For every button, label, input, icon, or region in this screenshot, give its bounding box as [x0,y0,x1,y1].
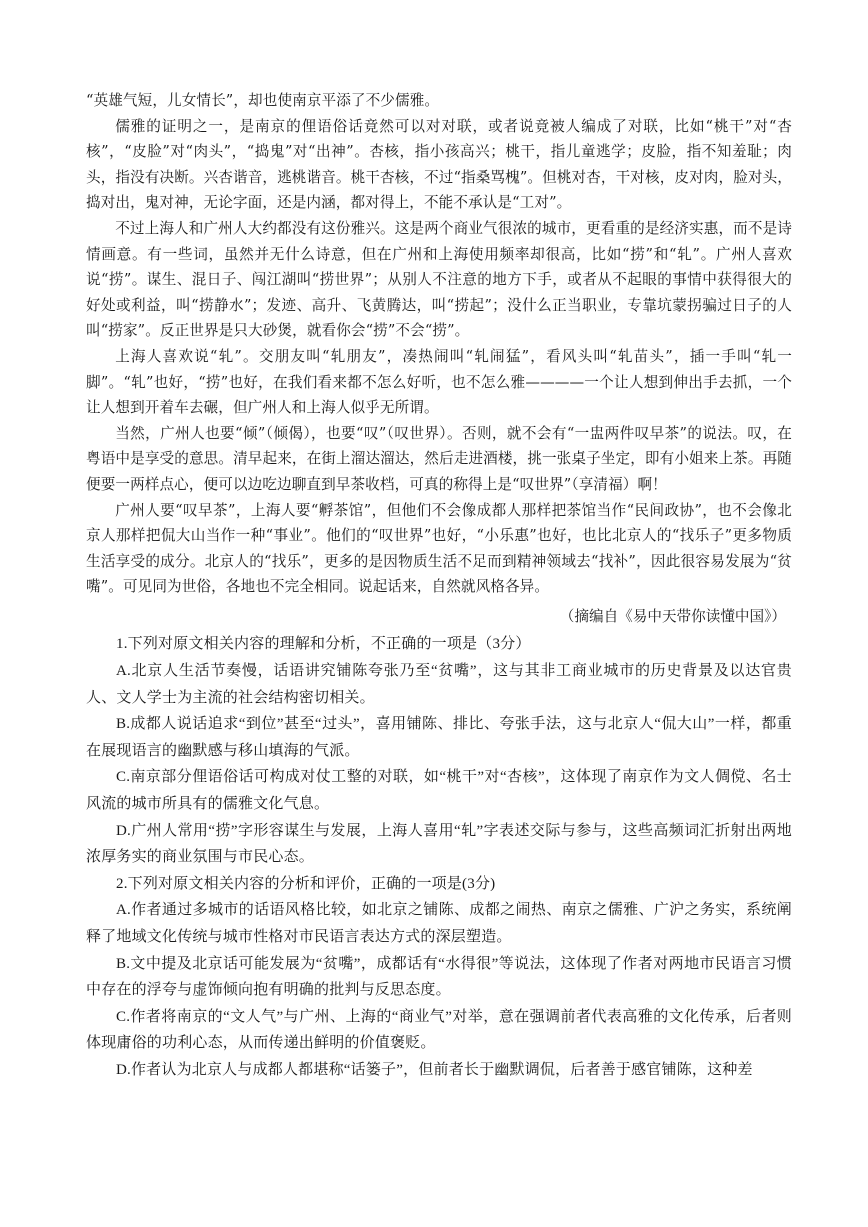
question-2-option-c: C.作者将南京的“文人气”与广州、上海的“商业气”对举，意在强调前者代表高雅的文化传承，后者则体现庸俗的功利心态，从而传递出鲜明的价值褒贬。 [86,1008,792,1052]
article-paragraph-3: 不过上海人和广州人大约都没有这份雅兴。这是两个商业气很浓的城市，更看重的是经济实惠，而不是诗情画意。有一些词，虽然并无什么诗意，但在广州和上海使用频率却很高，比如“捞”和“轧”。广州人喜欢说“捞”。谋生、混日子、闯江湖叫“捞世界”；从别人不注意的地方下手，或者从不起眼的事情中获得很大的好处或利益，叫“捞静水”；发迹、高升、飞黄腾达，叫“捞起”；没什么正当职业，专靠坑蒙拐骗过日子的人叫“捞家”。反正世界是只大砂煲，就看你会“捞”不会“捞”。 [86,219,792,340]
question-1-option-c: C.南京部分俚语俗话可构成对仗工整的对联，如“桃干”对“杏核”，这体现了南京作为文人倜傥、名士风流的城市所具有的儒雅文化气息。 [86,769,792,813]
question-1 [86,631,792,870]
question-2-option-d: D.作者认为北京人与成都人都堪称“话篓子”，但前者长于幽默调侃，后者善于感官铺陈，这种差 [116,1061,753,1078]
question-2-option-b: B.文中提及北京话可能发展为“贫嘴”，成都话有“水得很”等说法，这体现了作者对两地市民语言习惯中存在的浮夸与虚饰倾向抱有明确的批判与反思态度。 [86,955,792,999]
question-2-stem: 2.下列对原文相关内容的分析和评价，正确的一项是(3分) [116,875,496,892]
question-1-option-d: D.广州人常用“捞”字形容谋生与发展，上海人喜用“轧”字表述交际与参与，这些高频词汇折射出两地浓厚务实的商业氛围与市民心态。 [86,822,792,866]
article-paragraph-6: 广州人要“叹早茶”，上海人要“孵茶馆”，但他们不会像成都人那样把茶馆当作“民间政协”，也不会像北京人那样把侃大山当作一种“事业”。他们的“叹世界”也好，“小乐惠”也好，也比北京人的“找乐子”更多物质生活享受的成分。北京人的“找乐”，更多的是因物质生活不足而到精神领域去“找补”，因此很容易发展为“贫嘴”。可见同为世俗，各地也不完全相同。说起话来，自然就风格各异。 [86,501,792,596]
question-2 [86,871,792,1084]
article-paragraph-1: “英雄气短，儿女情长”，却也使南京平添了不少儒雅。 [86,92,440,109]
question-1-option-b: B.成都人说话追求“到位”甚至“过头”，喜用铺陈、排比、夸张手法，这与北京人“侃大山”一样，都重在展现语言的幽默感与移山填海的气派。 [86,716,792,759]
article-source: （摘编自《易中天带你读懂中国》） [559,607,786,625]
question-1-stem: 1.下列对原文相关内容的理解和分析，不正确的一项是（3分） [116,636,531,653]
article-paragraph-4: 上海人喜欢说“轧”。交朋友叫“轧朋友”，凑热闹叫“轧闹猛”，看风头叫“轧苗头”，插一手叫“轧一脚”。“轧”也好，“捞”也好，在我们看来都不怎么好听，也不怎么雅————一个让人想到伸出手去抓，一个让人想到开着车去碾，但广州人和上海人似乎无所谓。 [86,347,792,417]
article-paragraph-5: 当然，广州人也要“倾”（倾偈），也要“叹”（叹世界）。否则，就不会有“一盅两件叹早茶”的说法。叹，在粤语中是享受的意思。清早起来，在街上溜达溜达，然后走进酒楼，挑一张桌子坐定，即有小姐来上茶。再随便要一两样点心，便可以边吃边聊直到早茶收档，可真的称得上是“叹世界”（享清福）啊！ [86,424,792,493]
question-1-option-a: A.北京人生活节奏慢，话语讲究铺陈夸张乃至“贫嘴”，这与其非工商业城市的历史背景及以达官贵人、文人学士为主流的社会结构密切相关。 [86,663,792,706]
question-2-option-a: A.作者通过多城市的话语风格比较，如北京之铺陈、成都之闹热、南京之儒雅、广沪之务实，系统阐释了地域文化传统与城市性格对市民语言表达方式的深层塑造。 [86,902,792,945]
article-paragraph-2: 儒雅的证明之一，是南京的俚语俗话竟然可以对对联，或者说竟被人编成了对联，比如“桃干”对“杏核”，“皮脸”对“肉头”，“捣鬼”对“出神”。杏核，指小孩高兴；桃干，指儿童逃学；皮脸，指不知羞耻；肉头，指没有决断。兴杏谐音，逃桃谐音。桃干杏核，不过“指桑骂槐”。但桃对杏，干对核，皮对肉，脸对头，捣对出，鬼对神，无论字面，还是内涵，都对得上，不能不承认是“工对”。 [86,117,792,212]
article-body [86,88,792,600]
